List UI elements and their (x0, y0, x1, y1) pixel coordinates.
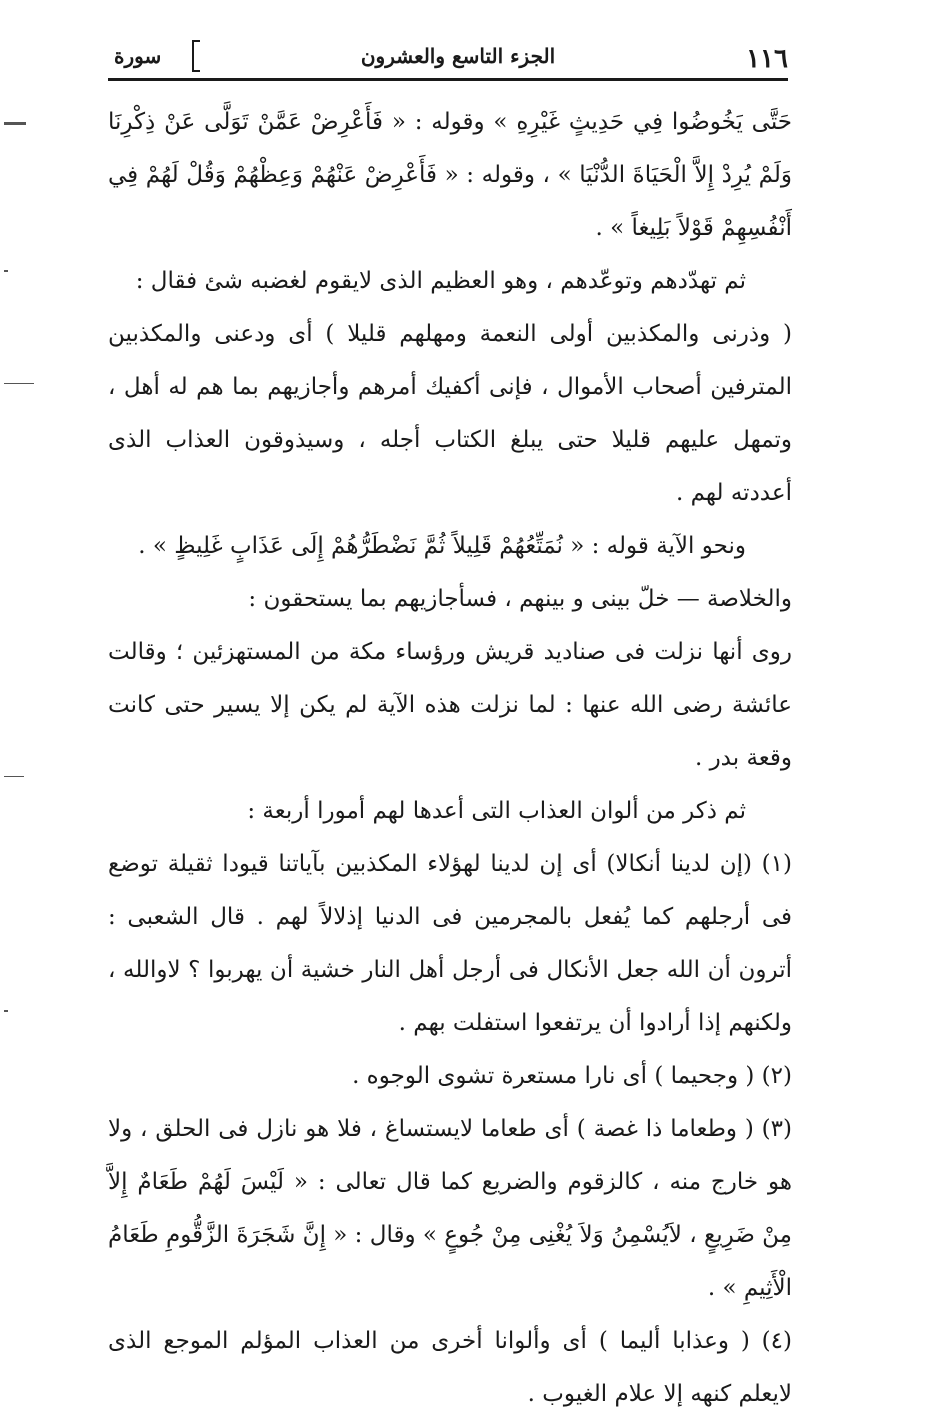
paragraph: (٤) ( وعذابا أليما ) أى وألوانا أخرى من العذاب المؤلم الموجع الذى لايعلم كنهه إلا علام الغيوب . (108, 1328, 792, 1407)
paragraph: (٣) ( وطعاما ذا غصة ) أى طعاما لايستساغ ، فلا هو نازل فى الحلق ، ولا هو خارج منه ، كالزقوم والضريع كما قال تعالى : « لَيْسَ لَهُمْ طَعَامٌ إِلاَّ مِنْ ضَرِيعٍ ، لاَيُسْمِنُ وَلاَ يُغْنِى مِنْ جُوعٍ » وقال : « إِنَّ شَجَرَةَ الزَّقُّومِ طَعَامُ الْأَثِيمِ » . (108, 1116, 792, 1301)
paragraph: ثم ذكر من ألوان العذاب التى أعدها لهم أمورا أربعة : (247, 798, 746, 824)
paragraph: روى أنها نزلت فى صناديد قريش ورؤساء مكة من المستهزئين ؛ وقالت عائشة رضى الله عنها : لما نزلت هذه الآية لم يكن إلا يسير حتى كانت وقعة بدر . (108, 639, 792, 771)
page-header (108, 38, 788, 82)
paragraph: حَتَّى يَخُوضُوا فِي حَدِيثٍ غَيْرِهِ » وقوله : « فَأَعْرِضْ عَمَّنْ تَوَلَّى عَنْ ذِكْرِنَا وَلَمْ يُرِدْ إِلاَّ الْحَيَاةَ الدُّنْيَا » ، وقوله : « فَأَعْرِضْ عَنْهُمْ وَعِظْهُمْ وَقُلْ لَهُمْ فِي أَنْفُسِهِمْ قَوْلاً بَلِيغاً » . (108, 109, 792, 241)
surah-label: سورة (114, 44, 162, 68)
paragraph: (٢) ( وجحيما ) أى نارا مستعرة تشوى الوجوه . (352, 1063, 792, 1089)
paragraph: (١) (إن لدينا أنكالا) أى إن لدينا لهؤلاء المكذبين بآياتنا قيودا ثقيلة توضع فى أرجلهم كما يُفعل بالمجرمين فى الدنيا إذلالاً لهم . قال الشعبى : أترون أن الله جعل الأنكال فى أرجل أهل النار خشية أن يهربوا ؟ لاوالله ، ولكنهم إذا أرادوا أن يرتفعوا استفلت بهم . (108, 851, 792, 1036)
margin-mark (4, 383, 34, 384)
margin-mark (4, 1010, 8, 1012)
paragraph: ونحو الآية قوله : « نُمَتِّعُهُمْ قَلِيلاً ثُمَّ نَضْطَرُّهُمْ إِلَى عَذَابٍ غَلِيظٍ » . (138, 533, 746, 559)
header-rule (108, 78, 788, 81)
surah-bracket (192, 40, 200, 72)
paragraph: ثم تهدّدهم وتوعّدهم ، وهو العظيم الذى لايقوم لغضبه شئ فقال : (135, 268, 746, 294)
page-number: ١١٦ (746, 44, 788, 74)
body-text (108, 96, 792, 1421)
margin-mark (4, 270, 8, 272)
paragraph: والخلاصة — خلّ بينى و بينهم ، فسأجازيهم بما يستحقون : (248, 586, 792, 612)
running-title: الجزء التاسع والعشرون (360, 44, 556, 68)
margin-mark (4, 776, 24, 777)
margin-mark (4, 122, 26, 125)
paragraph: ( وذرنى والمكذبين أولى النعمة ومهلهم قليلا ) أى ودعنى والمكذبين المترفين أصحاب الأموال ، فإنى أكفيك أمرهم وأجازيهم بما هم له أهل ، وتمهل عليهم قليلا حتى يبلغ الكتاب أجله ، وسيذوقون العذاب الذى أعددته لهم . (108, 321, 792, 506)
